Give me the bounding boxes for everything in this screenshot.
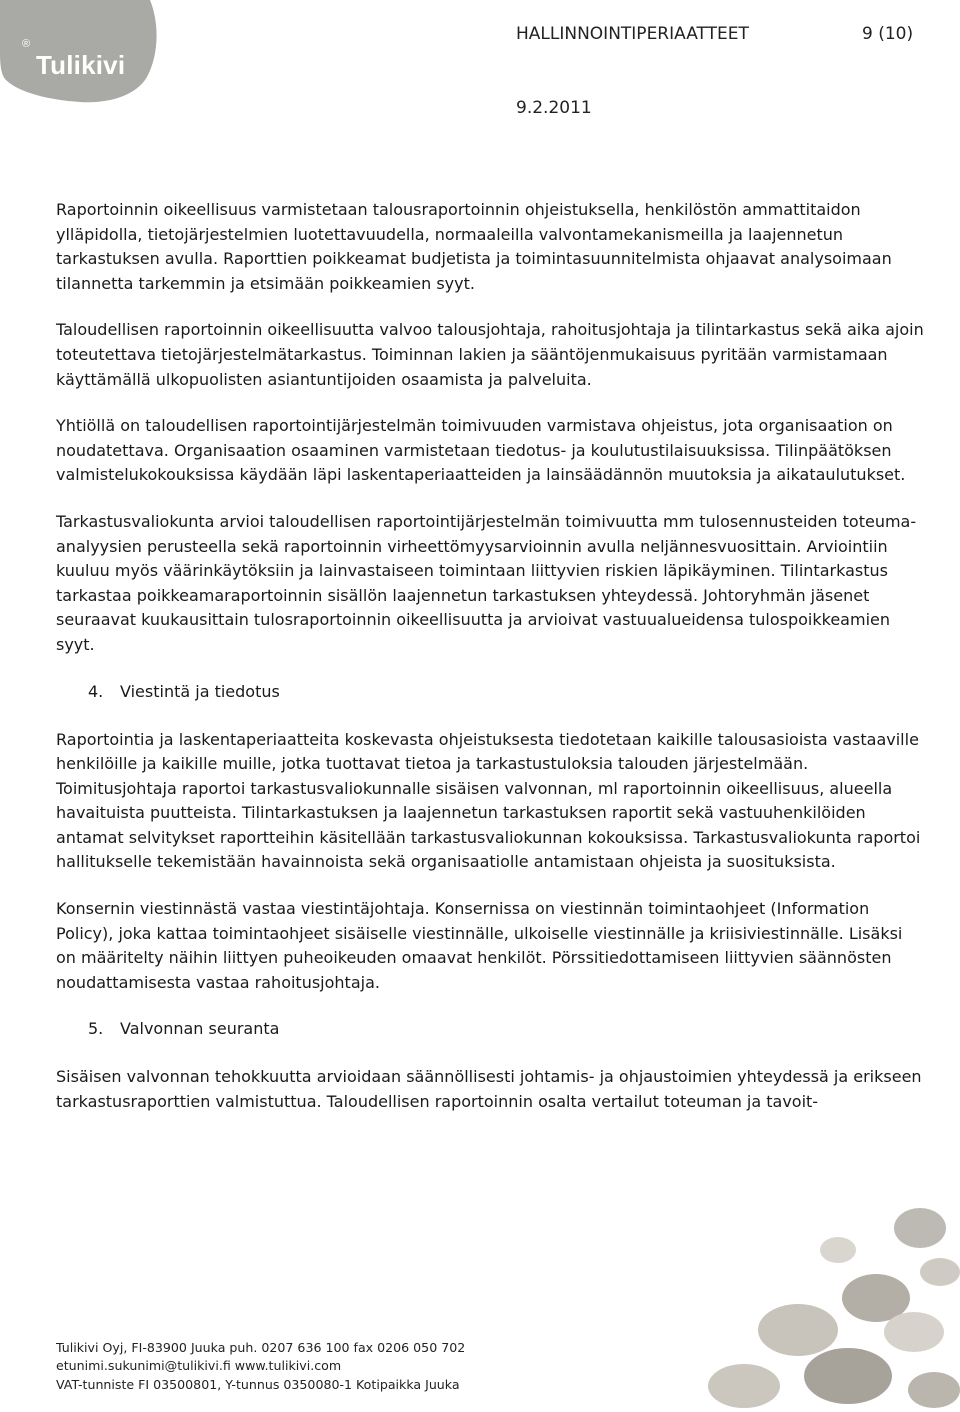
section-title: Valvonnan seuranta [120,1019,280,1039]
logo-registered-mark: ® [22,38,31,50]
paragraph-group-communication: Konsernin viestinnästä vastaa viestintäjohtaja. Konsernissa on viestinnän toimintaohjeet (Information Policy), joka kattaa toimintaohjeet sisäiselle viestinnälle, ulkoiselle viestinnälle ja kriisiviestinnälle. Lisäksi on määritelty näihin liittyen puheoikeuden omaavat henkilöt. Pörssitiedottamiseen liittyvien säännösten noudattamisesta vastaa rahoitusjohtaja. [56,899,903,992]
paragraph-communication-guidelines: Raportointia ja laskentaperiaatteita koskevasta ohjeistuksesta tiedotetaan kaikille talousasioista vastaaville henkilöille ja kaikille muille, jotka tuottavat tietoa ja tarkastustuloksia talouden järjestelmään. Toimitusjohtaja raportoi tarkastusvaliokunnalle sisäisen valvonnan, ml raportoinnin oikeellisuus, alueella havaituista puutteista. Tilintarkastuksen ja laajennetun tarkastuksen raportit sekä vastuuhenkilöiden antamat selvitykset raportteihin käsitellään tarkastusvaliokunnan kokouksissa. Tarkastusvaliokunta raportoi hallitukselle tekemistään havainnoista sekä organisaatiolle antamistaan ohjeista ja suosituksista. [56,729,921,872]
decorative-stones-image [688,1180,960,1412]
paragraph-reporting-accuracy: Raportoinnin oikeellisuus varmistetaan talousraportoinnin ohjeistuksella, henkilöstön ammattitaidon ylläpidolla, tietojärjestelmien luotettavuudella, normaaleilla valvontamekanismeilla ja laajennetun tarkastuksen avulla. Raporttien poikkeamat budjetista ja toimintasuunnitelmista ohjaavat analysoimaan tilannetta tarkemmin ja etsimään poikkeamien syyt. [56,200,892,293]
section-number: 5. [88,1019,104,1039]
tulikivi-logo [0,0,160,108]
paragraph-financial-reporting-control: Taloudellisen raportoinnin oikeellisuutta valvoo talousjohtaja, rahoitusjohtaja ja tilintarkastus sekä aika ajoin toteutettava tietojärjestelmätarkastus. Toiminnan lakien ja sääntöjenmukaisuus pyritään varmistamaan käyttämällä ulkopuolisten asiantuntijoiden osaamista ja palveluita. [56,320,924,389]
section-heading-monitoring [88,1017,924,1041]
document-title: HALLINNOINTIPERIAATTEET [516,24,749,44]
document-date: 9.2.2011 [516,98,592,118]
footer-address: Tulikivi Oyj, FI-83900 Juuka puh. 0207 636 100 fax 0206 050 702 [56,1340,466,1355]
section-number: 4. [88,681,104,701]
company-footer [56,1339,465,1394]
document-body [56,198,924,1137]
paragraph-audit-committee: Tarkastusvaliokunta arvioi taloudellisen raportointijärjestelmän toimivuutta mm tulosennusteiden toteuma-analyysien perusteella sekä raportoinnin virheettömyysarvioinnin avulla neljännesvuosittain. Arviointiin kuuluu myös väärinkäytöksiin ja lainvastaiseen toimintaan liittyvien riskien läpikäyminen. Tilintarkastus tarkastaa poikkeamaraportoinnin sisällön laajennetun tarkastuksen yhteydessä. Johtoryhmän jäsenet seuraavat kuukausittain tulosraportoinnin oikeellisuutta ja arvioivat vastuualueidensa tulospoikkeamien syyt. [56,511,917,654]
logo-wordmark: Tulikivi [36,50,126,80]
footer-contact: etunimi.sukunimi@tulikivi.fi www.tulikivi.com [56,1358,342,1374]
section-heading-communication [88,680,924,704]
footer-registration: VAT-tunniste FI 03500801, Y-tunnus 0350080-1 Kotipaikka Juuka [56,1376,460,1392]
paragraph-guidelines: Yhtiöllä on taloudellisen raportointijärjestelmän toimivuuden varmistava ohjeistus, jota organisaation on noudatettava. Organisaation osaaminen varmistetaan tiedotus- ja koulutustilaisuuksissa. Tilinpäätöksen valmistelukokouksissa käydään läpi laskentaperiaatteiden ja lainsäädännön muutoksia ja aikataulutukset. [56,416,906,485]
page-number: 9 (10) [862,24,914,44]
paragraph-internal-control-efficiency: Sisäisen valvonnan tehokkuutta arvioidaan säännöllisesti johtamis- ja ohjaustoimien yhteydessä ja erikseen tarkastusraporttien valmistuttua. Taloudellisen raportoinnin osalta vertailut toteuman ja tavoit- [56,1067,922,1112]
section-title: Viestintä ja tiedotus [120,681,280,701]
